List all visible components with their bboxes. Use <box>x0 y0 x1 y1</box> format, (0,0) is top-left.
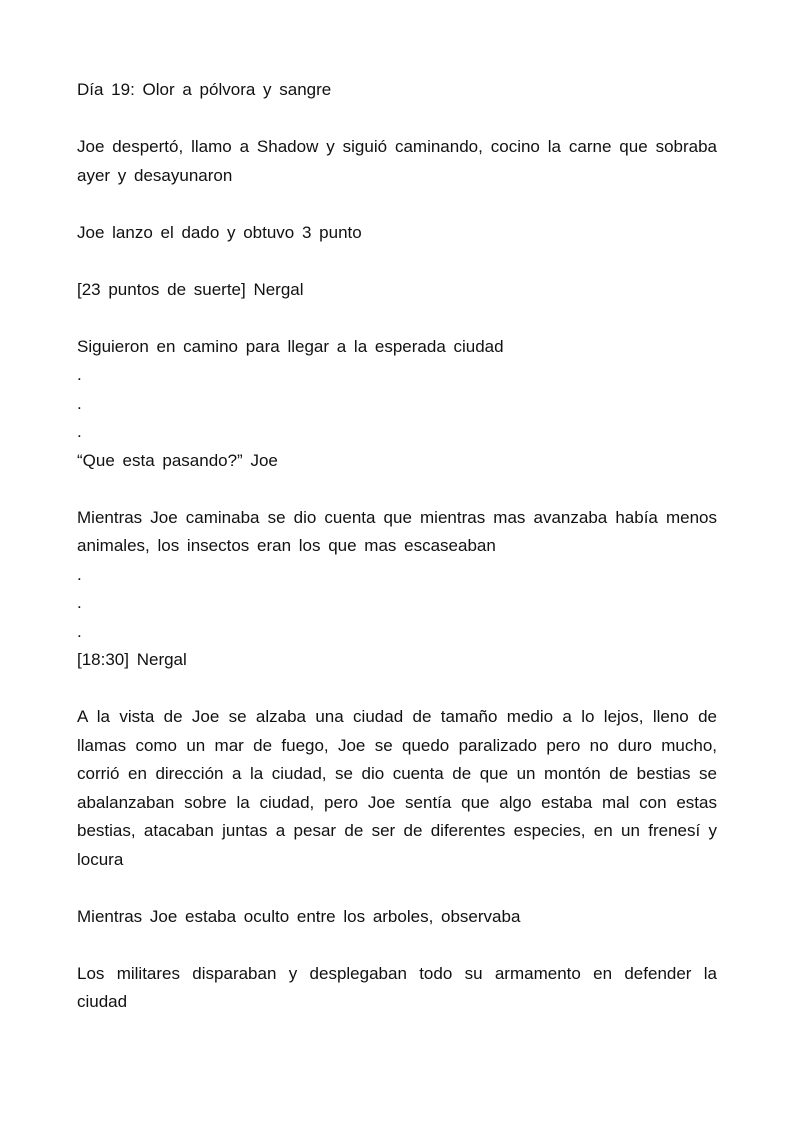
dialogue-line: “Que esta pasando?” Joe <box>77 450 278 470</box>
paragraph: Siguieron en camino para llegar a la esperada ciudad <box>77 336 504 356</box>
paragraph: Mientras Joe estaba oculto entre los arboles, observaba <box>77 906 521 926</box>
paragraph: Joe lanzo el dado y obtuvo 3 punto <box>77 222 362 242</box>
ellipsis-dot: . <box>77 393 82 413</box>
paragraph: [23 puntos de suerte] Nergal <box>77 279 304 299</box>
ellipsis-dot: . <box>77 422 82 441</box>
paragraph: Los militares disparaban y desplegaban todo su armamento en defender la ciudad <box>77 963 717 1011</box>
paragraph: Mientras Joe caminaba se dio cuenta que mientras mas avanzaba había menos animales, los insectos eran los que mas escaseaban <box>77 507 717 555</box>
paragraph: Joe despertó, llamo a Shadow y siguió caminando, cocino la carne que sobraba ayer y desayunaron <box>77 137 717 185</box>
chapter-title: Día 19: Olor a pólvora y sangre <box>77 80 332 99</box>
ellipsis-dot: . <box>77 593 82 612</box>
ellipsis-dot: . <box>77 621 82 641</box>
paragraph: [18:30] Nergal <box>77 650 187 669</box>
ellipsis-dot: . <box>77 564 82 584</box>
document-body <box>77 76 717 1045</box>
paragraph: A la vista de Joe se alzaba una ciudad de tamaño medio a lo lejos, lleno de llamas como un mar de fuego, Joe se quedo paralizado pero no duro mucho, corrió en dirección a la ciudad, se dio cuenta de que un montón de bestias se abalanzaban sobre la ciudad, pero Joe sentía que algo estaba mal con estas bestias, atacaban juntas a pesar de ser de diferentes especies, en un frenesí y locura <box>77 707 717 869</box>
ellipsis-dot: . <box>77 365 82 384</box>
